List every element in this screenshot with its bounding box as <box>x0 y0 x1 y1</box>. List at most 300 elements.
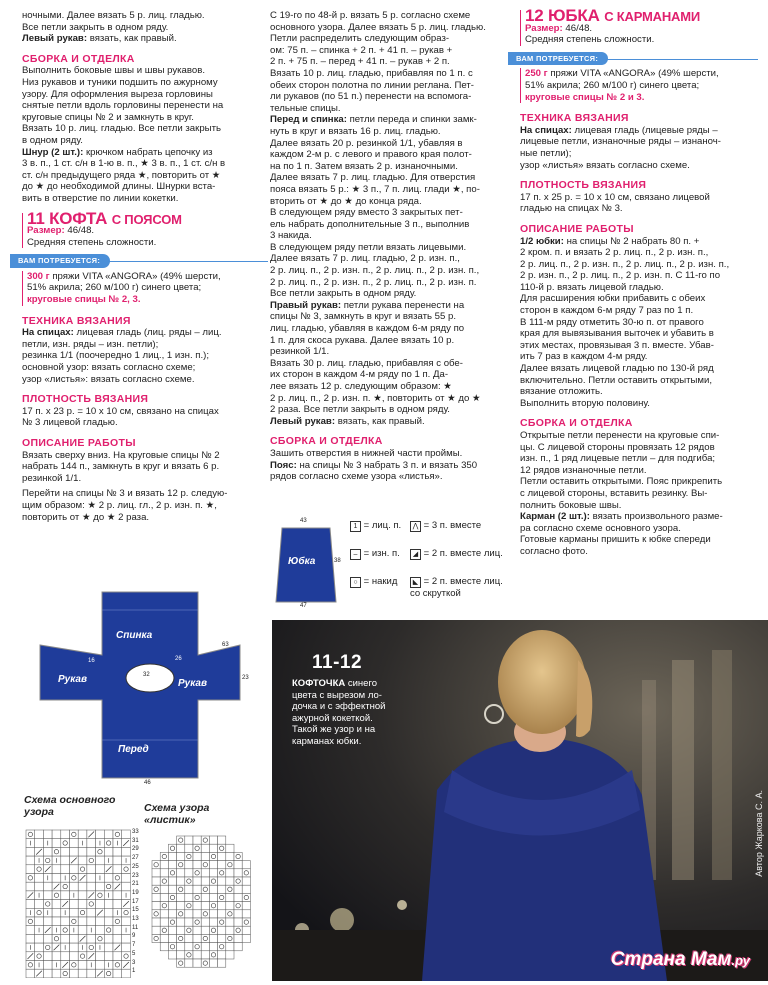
difficulty: Средняя степень сложности. <box>525 34 655 46</box>
chart-cell <box>226 943 234 951</box>
chart-cell <box>193 910 201 918</box>
chart-cell <box>96 961 105 970</box>
chart-cell <box>35 917 44 926</box>
chart-cell <box>104 900 113 909</box>
chart-cell <box>61 847 70 856</box>
chart-cell <box>104 839 113 848</box>
row-number: 15 <box>132 907 139 914</box>
chart-cell <box>78 952 87 961</box>
section-title-work: ОПИСАНИЕ РАБОТЫ <box>520 222 634 235</box>
chart-cell <box>96 934 105 943</box>
cord-label: Шнур (2 шт.): <box>22 146 84 158</box>
chart-cell <box>226 893 234 901</box>
text-line: до ★ до необходимой длины. Шнурки вста- <box>22 181 216 193</box>
chart-cell <box>193 926 201 934</box>
chart-cell <box>209 959 217 967</box>
text-line: крючком набрать цепочку из <box>85 146 213 158</box>
text-line: узору. Для оформления выреза горловины <box>22 88 213 100</box>
text-line: Вязать сверху вниз. На круговые спицы № 2 <box>22 449 220 461</box>
row-number: 27 <box>132 855 139 862</box>
chart-cell <box>209 934 217 942</box>
sweater-diagram <box>30 590 250 790</box>
chart-cell <box>78 856 87 865</box>
text-line: 1 п. для скоса рукава. Далее вязать 10 р. <box>270 334 455 346</box>
chart-cell <box>218 926 226 934</box>
row-number: 11 <box>132 924 139 931</box>
text-line: лицевые петли, изнаночные ряды – изнаноч- <box>520 136 721 148</box>
section-title-assembly: СБОРКА И ОТДЕЛКА <box>520 417 633 430</box>
chart-cell <box>193 869 201 877</box>
chart-cell <box>152 926 160 934</box>
chart-cell <box>209 869 217 877</box>
text-line: Петли оставить открытыми. Пояс прикрепить <box>520 476 723 488</box>
text-line: каждом 2-м р. с левого и правого края полот- <box>270 149 472 161</box>
chart-cell <box>201 926 209 934</box>
chart-cell <box>43 943 52 952</box>
three-together-symbol-icon: ⋀ <box>410 521 421 532</box>
chart-cell <box>61 865 70 874</box>
chart-legend <box>350 520 510 610</box>
chart-cell <box>168 893 176 901</box>
legend-text: = 2 п. вместе лиц. <box>423 548 503 559</box>
text-line: лее вязать 12 р. следующим образом: ★ <box>270 381 452 392</box>
section-title-technique: ТЕХНИКА ВЯЗАНИЯ <box>520 112 629 125</box>
chart-cell <box>168 951 176 959</box>
materials <box>22 271 268 306</box>
text-line: Выполнить боковые швы и швы рукавов. <box>22 65 205 77</box>
chart-cell <box>26 865 35 874</box>
chart-cell <box>218 934 226 942</box>
chart-cell <box>52 952 61 961</box>
chart-cell <box>104 830 113 839</box>
chart-cell <box>160 918 168 926</box>
materials <box>520 68 758 103</box>
chart-cell <box>122 908 131 917</box>
chart-cell <box>52 934 61 943</box>
materials-banner <box>508 52 758 66</box>
chart-cell <box>113 969 122 978</box>
chart-cell <box>193 844 201 852</box>
size-label: Размер: <box>27 225 65 237</box>
text-line: 2 р. лиц. п., 2 р. изн. п., 2 р. лиц. п., 2 р. изн. п. <box>270 276 477 288</box>
chart-cell <box>96 952 105 961</box>
diagram-sleeve-left-label: Рукав <box>58 674 88 685</box>
chart-cell <box>209 893 217 901</box>
chart-cell <box>226 951 234 959</box>
chart-cell <box>70 934 79 943</box>
chart-cell <box>201 861 209 869</box>
diagram-dim: 26 <box>175 656 182 662</box>
chart-cell <box>160 902 168 910</box>
text-line: 2 р. лиц. п., 2 р. изн. п., 2 р. лиц. п., 2 р. изн. п., <box>520 258 730 270</box>
chart-cell <box>35 952 44 961</box>
chart-cell <box>193 934 201 942</box>
chart-cell <box>70 917 79 926</box>
chart-cell <box>209 910 217 918</box>
half-skirt-label: 1/2 юбки: <box>520 235 564 247</box>
row-number: 7 <box>132 942 136 949</box>
text-line: Перейти на спицы № 3 и вязать 12 р. следую- <box>22 488 228 500</box>
chart-cell <box>61 952 70 961</box>
chart-cell <box>193 959 201 967</box>
chart-cell <box>209 926 217 934</box>
diagram-dim: 63 <box>222 642 229 648</box>
text-line: Готовые карманы пришить к юбке спереди <box>520 534 711 546</box>
text-line: на спицы № 2 набрать 80 п. + <box>566 235 700 247</box>
item-12-title <box>525 6 758 25</box>
chart-cell <box>185 943 193 951</box>
row-number: 17 <box>132 898 139 905</box>
chart-cell <box>185 951 193 959</box>
chart-cell <box>168 926 176 934</box>
chart-cell <box>78 865 87 874</box>
text-line: 3 накида. <box>270 230 312 242</box>
chart-cell <box>242 910 250 918</box>
chart-cell <box>201 902 209 910</box>
yarn-over-symbol-icon: ○ <box>350 577 361 588</box>
legend-text: = накид <box>363 576 398 587</box>
text-line: 51% акрила; 260 м/100 г) синего цвета; <box>27 282 202 294</box>
text-line: лицевая гладь (лицевые ряды – <box>574 124 718 136</box>
chart-cell <box>113 934 122 943</box>
chart-cell <box>70 969 79 978</box>
chart-cell <box>160 893 168 901</box>
text-line: тельные спицы. <box>270 102 341 114</box>
chart-cell <box>242 918 250 926</box>
text-line: обеих сторон полотна по линии реглана. Пет- <box>270 79 474 91</box>
chart-cell <box>234 861 242 869</box>
legend-item <box>350 520 401 532</box>
row-number: 33 <box>132 829 139 835</box>
photo-number: 11-12 <box>312 652 363 673</box>
text-line: основного узора. Далее вязать 5 р. лиц. гладью. <box>270 21 486 33</box>
chart-cell <box>26 830 35 839</box>
chart-cell <box>201 869 209 877</box>
chart-cell <box>160 885 168 893</box>
chart-cell <box>209 943 217 951</box>
size-value: 46/48. <box>565 22 593 34</box>
front-back-label: Перед и спинка: <box>270 114 347 126</box>
text-line: В следующем ряду петли вязать лицевыми. <box>270 241 467 253</box>
text-line: Вязать 30 р. лиц. гладью, прибавляя с обе- <box>270 357 463 369</box>
chart-cell <box>70 865 79 874</box>
chart-cell <box>185 852 193 860</box>
chart-cell <box>234 910 242 918</box>
chart-cell <box>201 885 209 893</box>
chart-cell <box>122 952 131 961</box>
chart-cell <box>209 902 217 910</box>
materials-banner <box>10 254 268 268</box>
text-line: ли рукавов (по 51 п.) перенести на вспомога- <box>270 91 472 103</box>
chart-cell <box>104 908 113 917</box>
chart-cell <box>177 877 185 885</box>
chart-cell <box>226 861 234 869</box>
text-line: Далее вязать 20 р. резинкой 1/1, убавляя в <box>270 137 463 149</box>
left-sleeve-label: Левый рукав: <box>22 33 88 45</box>
chart-cell <box>168 910 176 918</box>
photo-illustration <box>272 620 768 981</box>
chart-cell <box>226 869 234 877</box>
text-line: Все петли закрыть в одном ряду. <box>22 21 169 33</box>
chart-cell <box>52 847 61 856</box>
chart-cell <box>43 900 52 909</box>
text-line: Далее вязать 7 р. лиц. гладью. Для отверстия <box>270 172 476 184</box>
chart-cell <box>201 943 209 951</box>
chart-cell <box>234 869 242 877</box>
chart-cell <box>209 885 217 893</box>
chart-cell <box>185 934 193 942</box>
chart-cell <box>87 847 96 856</box>
knit-symbol-icon: 1 <box>350 521 361 532</box>
chart-cell <box>26 847 35 856</box>
text-line: пояса вязать 5 р.: ★ 3 п., 7 п. лиц. глади ★, по- <box>270 183 480 195</box>
chart-cell <box>160 926 168 934</box>
text-line: 12 рядов изнаночные петли. <box>520 464 647 476</box>
chart-cell <box>201 934 209 942</box>
text-line: изн. п., 1 ряд лицевые петли – для подгиба; <box>520 453 716 465</box>
chart-cell <box>209 877 217 885</box>
diagram-sleeve-right-label: Рукав <box>178 678 208 689</box>
chart-cell <box>113 874 122 883</box>
chart-cell <box>104 969 113 978</box>
text-line: синего <box>347 678 378 689</box>
chart-cell <box>26 969 35 978</box>
chart-cell <box>193 885 201 893</box>
chart-cell <box>52 917 61 926</box>
diagram-dim: 23 <box>242 675 249 681</box>
text-line: В 111-м ряду отметить 30-ю п. от правого <box>520 316 704 328</box>
item-subtitle: С ПОЯСОМ <box>111 211 182 227</box>
text-line: цвета с вырезом ло- <box>292 689 382 701</box>
chart-cell <box>96 830 105 839</box>
chart-cell <box>168 877 176 885</box>
pocket-label: Карман (2 шт.): <box>520 511 590 523</box>
chart-cell <box>177 918 185 926</box>
chart-cell <box>122 934 131 943</box>
text-line: узор «листья» вязать согласно схеме. <box>520 159 690 171</box>
text-line: 2 кром. п. и вязать 2 р. лиц. п., 2 р. изн. п., <box>520 247 709 259</box>
chart-cell <box>201 836 209 844</box>
tech-label: На спицах: <box>22 327 74 339</box>
main-pattern-chart <box>24 828 144 978</box>
chart-cell <box>177 885 185 893</box>
chart-cell <box>152 885 160 893</box>
chart-cell <box>242 861 250 869</box>
chart-cell <box>104 847 113 856</box>
text-line: ить 7 раз в каждом 4-м ряду. <box>520 351 648 363</box>
chart-cell <box>52 908 61 917</box>
item-number: 11 <box>27 208 45 228</box>
chart-cell <box>218 902 226 910</box>
text-line: Вязать 10 р. лиц. гладью, прибавляя по 1 п. с <box>270 67 473 79</box>
legend-item <box>410 548 510 560</box>
chart-cell <box>209 861 217 869</box>
chart-cell <box>104 934 113 943</box>
chart-cell <box>185 918 193 926</box>
text-line: нуть в круг и вязать 16 р. лиц. гладью. <box>270 125 441 137</box>
chart-cell <box>193 836 201 844</box>
chart-cell <box>242 926 250 934</box>
text-line: Далее вязать лицевой гладью по 130-й ряд <box>520 363 714 375</box>
purl-symbol-icon: – <box>350 549 361 560</box>
text-line: гладью на спицах № 3. <box>520 203 623 215</box>
chart-cell <box>61 891 70 900</box>
chart-cell <box>209 844 217 852</box>
chart-cell <box>43 856 52 865</box>
chart-cell <box>218 951 226 959</box>
section-title-density: ПЛОТНОСТЬ ВЯЗАНИЯ <box>22 393 149 406</box>
author-credit: Автор Жаркова С. А. <box>754 790 764 877</box>
text-line: Такой же узор и на <box>292 724 376 735</box>
chart-cell <box>26 856 35 865</box>
text-line: в одном ряду. <box>22 134 83 146</box>
row-number: 25 <box>132 863 139 870</box>
chart-cell <box>168 902 176 910</box>
chart-cell <box>52 865 61 874</box>
chart-cell <box>104 926 113 935</box>
difficulty: Средняя степень сложности. <box>27 236 157 248</box>
chart-cell <box>61 969 70 978</box>
chart-cell <box>35 839 44 848</box>
text-line: 2 р. лиц. п., 2 р. изн. п., 2 р. лиц. п., 2 р. изн. п., <box>270 265 480 277</box>
chart-cell <box>177 943 185 951</box>
chart-cell <box>234 852 242 860</box>
main-pattern-grid <box>24 828 144 978</box>
chart-cell <box>78 917 87 926</box>
diagram-dim: 16 <box>88 658 95 664</box>
text-line: на спицы № 3 набрать 3 п. и вязать 350 <box>299 459 478 471</box>
chart-cell <box>168 844 176 852</box>
chart-cell <box>104 874 113 883</box>
yarn-amount: 250 г <box>525 68 548 80</box>
chart-cell <box>242 934 250 942</box>
chart-cell <box>201 959 209 967</box>
chart-cell <box>43 969 52 978</box>
caption-bold: КОФТОЧКА <box>292 678 346 689</box>
size-value: 46/48. <box>67 225 95 237</box>
text-line: 51% акрила; 260 м/100 г) синего цвета; <box>525 79 700 91</box>
chart-cell <box>185 885 193 893</box>
chart-cell <box>87 908 96 917</box>
chart-cell <box>185 959 193 967</box>
chart-cell <box>113 961 122 970</box>
chart-cell <box>113 891 122 900</box>
chart-cell <box>70 900 79 909</box>
chart-cell <box>152 869 160 877</box>
chart-cell <box>160 869 168 877</box>
text-line: Открытые петли перенести на круговые спи- <box>520 430 720 441</box>
text-line: ель набрать дополнительные 3 п., выполнив <box>270 218 470 230</box>
chart-cell <box>218 918 226 926</box>
row-number: 3 <box>132 959 136 966</box>
chart-cell <box>26 874 35 883</box>
chart-cell <box>152 934 160 942</box>
chart-cell <box>122 943 131 952</box>
chart-cell <box>113 830 122 839</box>
chart-cell <box>43 882 52 891</box>
column-2 <box>270 10 510 483</box>
needles: круговые спицы № 2 и 3. <box>525 91 645 103</box>
column-1 <box>18 10 268 523</box>
chart-cell <box>185 926 193 934</box>
chart-cell <box>242 902 250 910</box>
chart-cell <box>61 856 70 865</box>
section-title-assembly: СБОРКА И ОТДЕЛКА <box>270 435 383 448</box>
chart-cell <box>113 847 122 856</box>
chart-cell <box>78 926 87 935</box>
chart-cell <box>177 910 185 918</box>
item-11-header <box>22 208 268 249</box>
chart-cell <box>168 885 176 893</box>
text-line: ные петли); <box>520 147 572 159</box>
skirt-label: Юбка <box>288 556 316 567</box>
chart-cell <box>177 959 185 967</box>
photo-caption <box>292 678 412 747</box>
text-line: Все петли закрыть в одном ряду. <box>270 288 417 300</box>
row-number: 9 <box>132 933 136 940</box>
text-line: согласно фото. <box>520 545 588 557</box>
row-number: 19 <box>132 889 139 896</box>
text-line: вить в отверстие по линии кокетки. <box>22 192 179 204</box>
chart-cell <box>87 839 96 848</box>
text-line: повторить от ★ до ★ 2 раза. <box>22 511 150 523</box>
chart-cell <box>70 847 79 856</box>
chart-cell <box>185 877 193 885</box>
text-line: Петли распределить следующим образ- <box>270 33 450 45</box>
chart-cell <box>226 926 234 934</box>
chart-cell <box>177 934 185 942</box>
text-line: с лицевой стороны, вставить резинку. Вы- <box>520 487 708 499</box>
diagram-front-label: Перед <box>118 744 149 755</box>
row-number: 23 <box>132 872 139 879</box>
text-line: резинкой 1/1. <box>270 346 330 358</box>
text-line: резинка 1/1 (поочередно 1 лиц., 1 изн. п.); <box>22 350 210 362</box>
chart-cell <box>201 951 209 959</box>
chart-cell <box>43 917 52 926</box>
sweater-shape <box>30 590 250 790</box>
chart-cell <box>226 852 234 860</box>
chart-cell <box>78 961 87 970</box>
chart-cell <box>87 917 96 926</box>
text-line: ночными. Далее вязать 5 р. лиц. гладью. <box>22 10 205 21</box>
size-label: Размер: <box>525 22 563 34</box>
legend-text: = 3 п. вместе <box>423 520 482 531</box>
chart-cell <box>35 908 44 917</box>
chart-cell <box>43 830 52 839</box>
text-line: на по 1 п. Затем вязать 2 р. изнаночными. <box>270 160 458 172</box>
text-line: 17 п. x 25 р. = 10 x 10 см, связано лицевой <box>520 191 710 203</box>
item-title: ЮБКА <box>548 6 600 25</box>
chart-cell <box>201 852 209 860</box>
chart-cell <box>160 943 168 951</box>
chart-cell <box>43 891 52 900</box>
chart-cell <box>226 902 234 910</box>
chart-cell <box>226 885 234 893</box>
chart-cell <box>168 943 176 951</box>
chart-cell <box>160 910 168 918</box>
chart-cell <box>218 877 226 885</box>
chart-cell <box>218 943 226 951</box>
chart-cell <box>160 934 168 942</box>
text-line: Низ рукавов и туники подшить по ажурному <box>22 76 218 88</box>
chart-cell <box>87 943 96 952</box>
leaf-pattern-chart <box>148 832 258 980</box>
chart-cell <box>209 836 217 844</box>
chart-cell <box>52 874 61 883</box>
text-line: круговые спицы № 2 и замкнуть в круг. <box>22 111 194 123</box>
chart-cell <box>201 893 209 901</box>
chart-cell <box>218 910 226 918</box>
